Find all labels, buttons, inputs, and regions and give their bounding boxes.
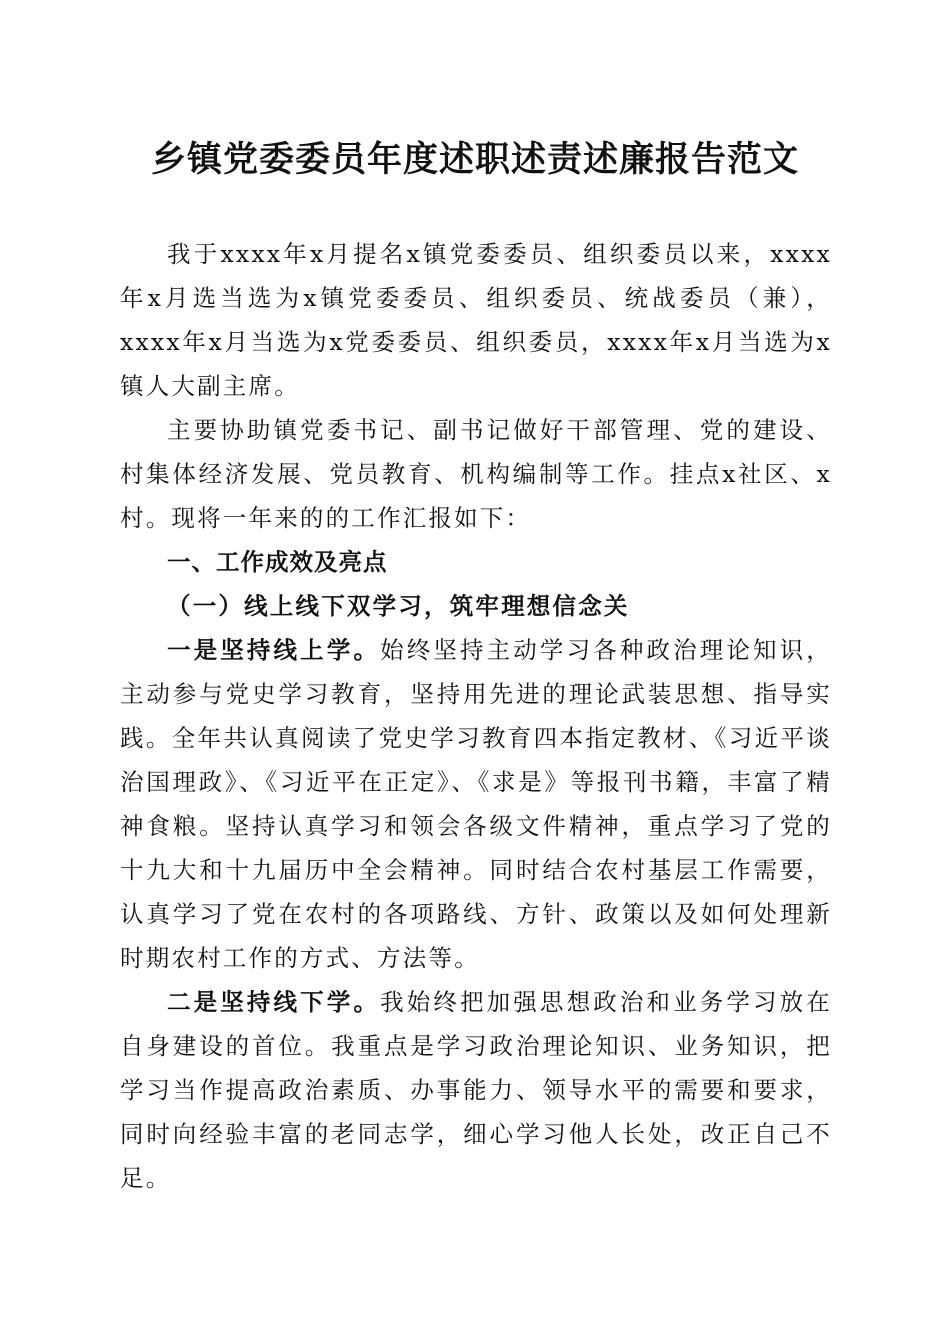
- document-body: [120, 232, 832, 1200]
- point-online-text: 始终坚持主动学习各种政治理论知识，主动参与党史学习教育，坚持用先进的理论武装思想、指导实践。全年共认真阅读了党史学习教育四本指定教材、《习近平谈治国理政》、《习近平在正定》、《求是》等报刊书籍，丰富了精神食粮。坚持认真学习和领会各级文件精神，重点学习了党的十九大和十九届历中全会精神。同时结合农村基层工作需要，认真学习了党在农村的各项路线、方针、政策以及如何处理新时期农村工作的方式、方法等。: [120, 636, 832, 972]
- paragraph-point-online: [120, 628, 832, 980]
- document-title: 乡镇党委委员年度述职述责述廉报告范文: [150, 140, 799, 180]
- point-offline-lead: 二是坚持线下学。: [167, 988, 381, 1016]
- point-online-lead: 一是坚持线上学。: [167, 636, 381, 664]
- paragraph-point-offline: [120, 980, 832, 1200]
- subsection-heading: （一）线上线下双学习，筑牢理想信念关: [167, 592, 630, 620]
- paragraph-intro: 我于xxxx年x月提名x镇党委委员、组织委员以来，xxxx年x月选当选为x镇党委委员、组织委员、统战委员（兼），xxxx年x月当选为x党委委员、组织委员，xxxx年x月当选为x镇人大副主席。: [120, 240, 832, 400]
- point-offline-text: 我始终把加强思想政治和业务学习放在自身建设的首位。我重点是学习政治理论知识、业务知识，把学习当作提高政治素质、办事能力、领导水平的需要和要求，同时向经验丰富的老同志学，细心学习他人长处，改正自己不足。: [120, 988, 832, 1192]
- section-heading: 一、工作成效及亮点: [167, 548, 388, 576]
- paragraph-duties: 主要协助镇党委书记、副书记做好干部管理、党的建设、村集体经济发展、党员教育、机构编制等工作。挂点x社区、x村。现将一年来的的工作汇报如下：: [120, 416, 832, 532]
